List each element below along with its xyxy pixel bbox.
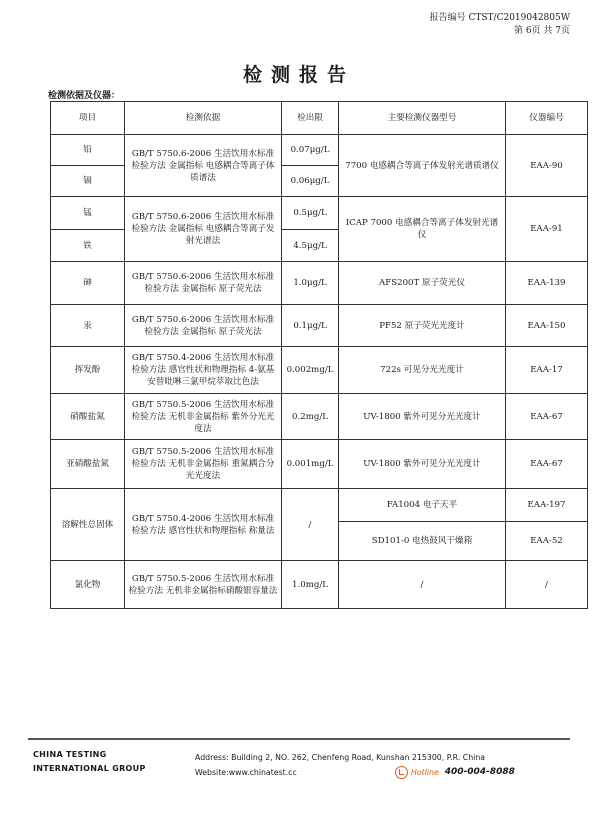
- instrument-cell: FA1004 电子天平: [339, 489, 506, 522]
- limit-cell: 0.5μg/L: [282, 197, 339, 230]
- item-cell: 挥发酚: [51, 347, 125, 394]
- basis-cell: GB/T 5750.6-2006 生活饮用水标准检验方法 金属指标 电感耦合等离子发射光谱法: [125, 197, 282, 262]
- table-row: [51, 197, 588, 230]
- limit-cell: 0.07μg/L: [282, 135, 339, 166]
- instrument-no-cell: EAA-17: [506, 347, 588, 394]
- report-header-meta: [430, 12, 570, 38]
- instrument-no-cell: EAA-67: [506, 394, 588, 440]
- instrument-cell: PF52 原子荧光光度计: [339, 305, 506, 347]
- instrument-no-cell: EAA-67: [506, 440, 588, 489]
- hotline-number: 400-004-8088: [444, 767, 515, 777]
- header-instrument: 主要检测仪器型号: [339, 102, 506, 135]
- item-cell: 汞: [51, 305, 125, 347]
- instrument-no-cell: EAA-90: [506, 135, 588, 197]
- table-row: [51, 305, 588, 347]
- item-cell: 硝酸盐氮: [51, 394, 125, 440]
- address: Address: Building 2, NO. 262, Chenfeng Road, Kunshan 215300, P.R. China: [195, 753, 486, 762]
- footer-company: [33, 748, 146, 776]
- instrument-cell: AFS200T 原子荧光仪: [339, 262, 506, 305]
- basis-cell: GB/T 5750.6-2006 生活饮用水标准检验方法 金属指标 原子荧光法: [125, 305, 282, 347]
- header-limit: 检出限: [282, 102, 339, 135]
- limit-cell: 0.2mg/L: [282, 394, 339, 440]
- page-title: 检测报告: [242, 64, 355, 86]
- table-row: [51, 440, 588, 489]
- basis-cell: GB/T 5750.6-2006 生活饮用水标准检验方法 金属指标 原子荧光法: [125, 262, 282, 305]
- instrument-cell: 7700 电感耦合等离子体发射光谱质谱仪: [339, 135, 506, 197]
- item-cell: 砷: [51, 262, 125, 305]
- item-cell: 铅: [51, 135, 125, 166]
- item-cell: 溶解性总固体: [51, 489, 125, 561]
- limit-cell: 0.1μg/L: [282, 305, 339, 347]
- instrument-no-cell: EAA-91: [506, 197, 588, 262]
- instrument-cell: ICAP 7000 电感耦合等离子体发射光谱仪: [339, 197, 506, 262]
- footer-divider: [28, 738, 570, 740]
- section-label: 检测依据及仪器：: [48, 91, 121, 101]
- limit-cell: 0.06μg/L: [282, 166, 339, 197]
- item-cell: 镉: [51, 166, 125, 197]
- limit-cell: 0.001mg/L: [282, 440, 339, 489]
- header-instrument-no: 仪器编号: [506, 102, 588, 135]
- table-row: [51, 262, 588, 305]
- instrument-no-cell: EAA-139: [506, 262, 588, 305]
- phone-icon: [395, 766, 408, 779]
- basis-cell: GB/T 5750.6-2006 生活饮用水标准检验方法 金属指标 电感耦合等离子体质谱法: [125, 135, 282, 197]
- limit-cell: /: [282, 489, 339, 561]
- company-name-line2: INTERNATIONAL GROUP: [33, 764, 146, 773]
- limit-cell: 4.5μg/L: [282, 230, 339, 262]
- table-row: [51, 489, 588, 522]
- website: Website:www.chinatest.cc: [195, 768, 297, 777]
- basis-cell: GB/T 5750.5-2006 生活饮用水标准检验方法 无机非金属指标 紫外分光光度法: [125, 394, 282, 440]
- basis-cell: GB/T 5750.5-2006 生活饮用水标准检验方法 无机非金属指标 重氮耦合分光光度法: [125, 440, 282, 489]
- item-cell: 氯化物: [51, 561, 125, 609]
- limit-cell: 1.0mg/L: [282, 561, 339, 609]
- company-name-line1: CHINA TESTING: [33, 750, 107, 759]
- table-row: [51, 561, 588, 609]
- instrument-cell: 722s 可见分光光度计: [339, 347, 506, 394]
- header-item: 项目: [51, 102, 125, 135]
- hotline-label: Hotline: [411, 768, 439, 777]
- hotline: [395, 765, 515, 780]
- table-row: [51, 347, 588, 394]
- header-basis: 检测依据: [125, 102, 282, 135]
- item-cell: 亚硝酸盐氮: [51, 440, 125, 489]
- instrument-no-cell: EAA-150: [506, 305, 588, 347]
- limit-cell: 0.002mg/L: [282, 347, 339, 394]
- basis-cell: GB/T 5750.4-2006 生活饮用水标准检验方法 感官性状和物理指标 称量法: [125, 489, 282, 561]
- basis-cell: GB/T 5750.5-2006 生活饮用水标准检验方法 无机非金属指标硝酸银容量法: [125, 561, 282, 609]
- instrument-no-cell: EAA-197: [506, 489, 588, 522]
- test-basis-table: [50, 101, 588, 609]
- limit-cell: 1.0μg/L: [282, 262, 339, 305]
- page-info: 第 6页 共 7页: [513, 26, 570, 36]
- footer-contact: [195, 750, 515, 780]
- item-cell: 锰: [51, 197, 125, 230]
- table-row: [51, 135, 588, 166]
- instrument-no-cell: EAA-52: [506, 522, 588, 561]
- instrument-cell: UV-1800 紫外可见分光光度计: [339, 440, 506, 489]
- instrument-cell: /: [339, 561, 506, 609]
- table-row: [51, 394, 588, 440]
- item-cell: 铁: [51, 230, 125, 262]
- instrument-cell: UV-1800 紫外可见分光光度计: [339, 394, 506, 440]
- report-number: 报告编号 CTST/C2019042805W: [429, 13, 570, 23]
- table-header-row: [51, 102, 588, 135]
- basis-cell: GB/T 5750.4-2006 生活饮用水标准检验方法 感官性状和物理指标 4-氨基安替吡啉三氯甲烷萃取比色法: [125, 347, 282, 394]
- instrument-cell: SD101-0 电热鼓风干燥箱: [339, 522, 506, 561]
- instrument-no-cell: /: [506, 561, 588, 609]
